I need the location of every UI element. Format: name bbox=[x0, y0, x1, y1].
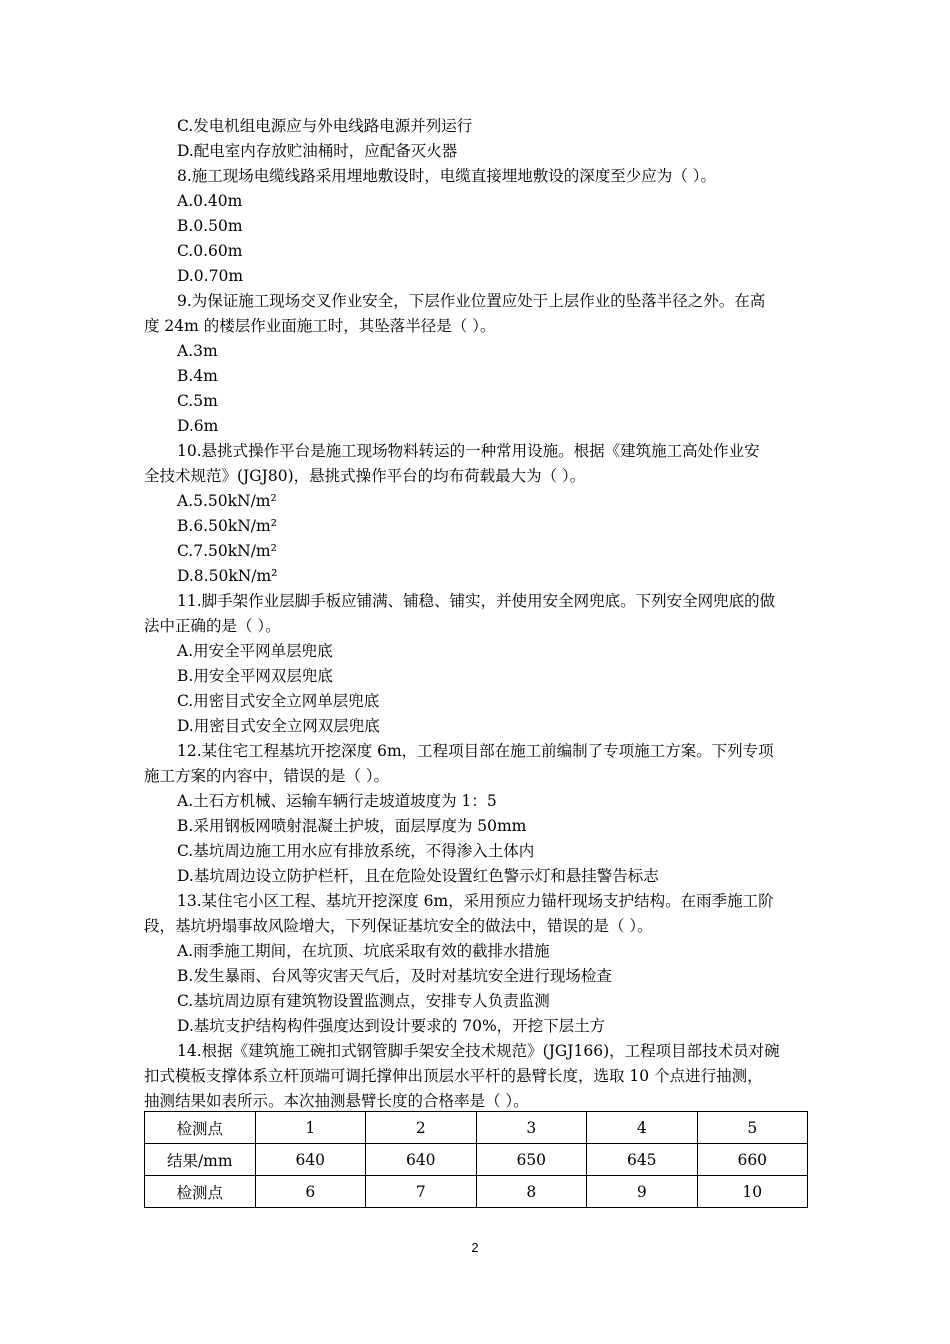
table-cell: 5 bbox=[697, 1112, 808, 1144]
text-line: A.5.50kN/m² bbox=[177, 492, 277, 510]
table-cell: 8 bbox=[476, 1176, 587, 1208]
text-line: 11.脚手架作业层脚手板应铺满、铺稳、铺实，并使用安全网兜底。下列安全网兜底的做 bbox=[177, 592, 776, 610]
text-line: B.6.50kN/m² bbox=[177, 517, 277, 535]
text-line: D.0.70m bbox=[177, 267, 244, 285]
text-line: B.0.50m bbox=[177, 217, 243, 235]
text-line: A.土石方机械、运输车辆行走坡道坡度为 1：5 bbox=[177, 792, 497, 810]
table-cell: 640 bbox=[255, 1144, 366, 1176]
measurement-table bbox=[144, 1111, 808, 1208]
text-line: 法中正确的是（ ）。 bbox=[144, 617, 281, 635]
table-cell: 10 bbox=[697, 1176, 808, 1208]
table-row-header: 检测点 bbox=[145, 1176, 256, 1208]
text-line: D.8.50kN/m² bbox=[177, 567, 278, 585]
table-cell: 1 bbox=[255, 1112, 366, 1144]
table-cell: 4 bbox=[587, 1112, 698, 1144]
text-line: 12.某住宅工程基坑开挖深度 6m，工程项目部在施工前编制了专项施工方案。下列专项 bbox=[177, 742, 774, 760]
text-line: A.雨季施工期间，在坑顶、坑底采取有效的截排水措施 bbox=[177, 942, 550, 960]
table-row bbox=[145, 1112, 808, 1144]
table-cell: 645 bbox=[587, 1144, 698, 1176]
text-line: 13.某住宅小区工程、基坑开挖深度 6m，采用预应力锚杆现场支护结构。在雨季施工阶 bbox=[177, 892, 774, 910]
text-line: C.发电机组电源应与外电线路电源并列运行 bbox=[177, 117, 473, 135]
text-line: C.基坑周边施工用水应有排放系统，不得渗入土体内 bbox=[177, 842, 535, 860]
table-cell: 9 bbox=[587, 1176, 698, 1208]
table-row-header: 检测点 bbox=[145, 1112, 256, 1144]
table-cell: 640 bbox=[366, 1144, 477, 1176]
text-line: 度 24m 的楼层作业面施工时，其坠落半径是（ ）。 bbox=[144, 317, 496, 335]
table-cell: 3 bbox=[476, 1112, 587, 1144]
page-number: 2 bbox=[471, 1240, 479, 1255]
text-line: C.基坑周边原有建筑物设置监测点，安排专人负责监测 bbox=[177, 992, 550, 1010]
text-line: B.发生暴雨、台风等灾害天气后，及时对基坑安全进行现场检查 bbox=[177, 967, 612, 985]
text-line: B.采用钢板网喷射混凝土护坡，面层厚度为 50mm bbox=[177, 817, 527, 835]
text-line: 施工方案的内容中，错误的是（ ）。 bbox=[144, 767, 390, 785]
table-row bbox=[145, 1176, 808, 1208]
table-cell: 650 bbox=[476, 1144, 587, 1176]
table-cell: 660 bbox=[697, 1144, 808, 1176]
text-line: D.配电室内存放贮油桶时，应配备灭火器 bbox=[177, 142, 458, 160]
table-row-header: 结果/mm bbox=[145, 1144, 256, 1176]
text-line: B.用安全平网双层兜底 bbox=[177, 667, 333, 685]
text-line: 段，基坑坍塌事故风险增大，下列保证基坑安全的做法中，错误的是（ ）。 bbox=[144, 917, 653, 935]
text-line: 全技术规范》(JGJ80)，悬挑式操作平台的均布荷载最大为（ ）。 bbox=[144, 467, 586, 485]
table-cell: 2 bbox=[366, 1112, 477, 1144]
text-line: A.3m bbox=[177, 342, 218, 360]
text-line: 抽测结果如表所示。本次抽测悬臂长度的合格率是（ ）。 bbox=[144, 1092, 529, 1110]
text-line: C.0.60m bbox=[177, 242, 243, 260]
table-cell: 6 bbox=[255, 1176, 366, 1208]
text-line: D.6m bbox=[177, 417, 219, 435]
table-row bbox=[145, 1144, 808, 1176]
text-line: C.5m bbox=[177, 392, 218, 410]
text-line: 10.悬挑式操作平台是施工现场物料转运的一种常用设施。根据《建筑施工高处作业安 bbox=[177, 442, 760, 460]
text-line: A.用安全平网单层兜底 bbox=[177, 642, 333, 660]
text-line: D.基坑支护结构构件强度达到设计要求的 70%，开挖下层土方 bbox=[177, 1017, 606, 1035]
text-line: D.基坑周边设立防护栏杆，且在危险处设置红色警示灯和悬挂警告标志 bbox=[177, 867, 659, 885]
text-line: B.4m bbox=[177, 367, 218, 385]
text-line: 扣式模板支撑体系立杆顶端可调托撑伸出顶层水平杆的悬臂长度，选取 10 个点进行抽测， bbox=[144, 1067, 763, 1085]
document-body bbox=[144, 114, 808, 1114]
text-line: 9.为保证施工现场交叉作业安全，下层作业位置应处于上层作业的坠落半径之外。在高 bbox=[177, 292, 766, 310]
text-line: 14.根据《建筑施工碗扣式钢管脚手架安全技术规范》(JGJ166)，工程项目部技术员对碗 bbox=[177, 1042, 780, 1060]
text-line: C.用密目式安全立网单层兜底 bbox=[177, 692, 380, 710]
text-line: C.7.50kN/m² bbox=[177, 542, 277, 560]
text-line: A.0.40m bbox=[177, 192, 243, 210]
text-line: 8.施工现场电缆线路采用埋地敷设时，电缆直接埋地敷设的深度至少应为（ ）。 bbox=[177, 167, 716, 185]
table-cell: 7 bbox=[366, 1176, 477, 1208]
text-line: D.用密目式安全立网双层兜底 bbox=[177, 717, 380, 735]
